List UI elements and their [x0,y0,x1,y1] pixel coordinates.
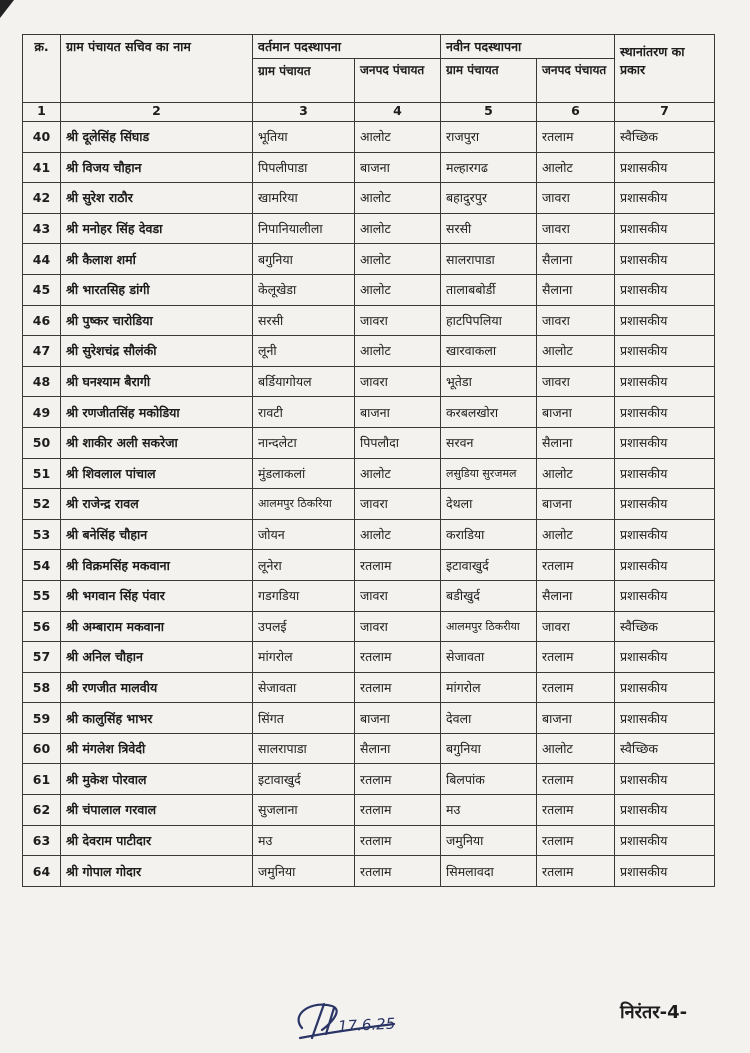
transfer-type-cell: प्रशासकीय [615,703,715,734]
new-gram-panchayat-cell: लसुडिया सुरजमल [441,458,537,489]
serial-cell: 59 [23,703,61,734]
table-row [23,703,715,734]
transfer-type-cell: प्रशासकीय [615,550,715,581]
current-gram-panchayat-cell: लूनी [253,336,355,367]
header-number-1: 1 [23,103,61,122]
new-gram-panchayat-cell: इटावाखुर्द [441,550,537,581]
current-gram-panchayat-cell: भूतिया [253,122,355,153]
serial-cell: 52 [23,489,61,520]
table-row [23,825,715,856]
header-new-posting: नवीन पदस्थापना [441,35,615,59]
transfer-type-cell: प्रशासकीय [615,489,715,520]
header-number-5: 5 [441,103,537,122]
header-number-4: 4 [355,103,441,122]
transfer-type-cell: प्रशासकीय [615,519,715,550]
new-janpad-panchayat-cell: बाजना [537,703,615,734]
serial-cell: 44 [23,244,61,275]
serial-cell: 42 [23,183,61,214]
new-janpad-panchayat-cell: रतलाम [537,642,615,673]
table-row [23,764,715,795]
current-janpad-panchayat-cell: पिपलौदा [355,427,441,458]
table-body [23,122,715,887]
transfer-type-cell: प्रशासकीय [615,795,715,826]
current-gram-panchayat-cell: गडगडिया [253,580,355,611]
transfer-type-cell: स्वैच्छिक [615,122,715,153]
secretary-name-cell: श्री कालुसिंह भाभर [61,703,253,734]
header-number-3: 3 [253,103,355,122]
current-gram-panchayat-cell: नान्दलेटा [253,427,355,458]
transfer-type-cell: प्रशासकीय [615,366,715,397]
table-row [23,183,715,214]
secretary-name-cell: श्री विजय चौहान [61,152,253,183]
new-janpad-panchayat-cell: बाजना [537,489,615,520]
new-gram-panchayat-cell: मांगरोल [441,672,537,703]
current-janpad-panchayat-cell: रतलाम [355,795,441,826]
secretary-name-cell: श्री अम्बाराम मकवाना [61,611,253,642]
new-gram-panchayat-cell: बिलपांक [441,764,537,795]
new-gram-panchayat-cell: सरसी [441,213,537,244]
table-row [23,550,715,581]
new-janpad-panchayat-cell: रतलाम [537,825,615,856]
current-gram-panchayat-cell: पिपलीपाडा [253,152,355,183]
current-janpad-panchayat-cell: बाजना [355,397,441,428]
secretary-name-cell: श्री राजेन्द्र रावल [61,489,253,520]
serial-cell: 53 [23,519,61,550]
transfer-type-cell: प्रशासकीय [615,152,715,183]
table-row [23,305,715,336]
table-row [23,519,715,550]
current-gram-panchayat-cell: जोयन [253,519,355,550]
secretary-name-cell: श्री मंगलेश त्रिवेदी [61,733,253,764]
secretary-name-cell: श्री गोपाल गोदार [61,856,253,887]
current-janpad-panchayat-cell: रतलाम [355,642,441,673]
current-janpad-panchayat-cell: रतलाम [355,856,441,887]
secretary-name-cell: श्री चंपालाल गरवाल [61,795,253,826]
current-gram-panchayat-cell: जमुनिया [253,856,355,887]
new-gram-panchayat-cell: सालरापाडा [441,244,537,275]
current-gram-panchayat-cell: सालरापाडा [253,733,355,764]
current-janpad-panchayat-cell: जावरा [355,366,441,397]
current-janpad-panchayat-cell: सैलाना [355,733,441,764]
table-row [23,795,715,826]
table-row [23,733,715,764]
current-gram-panchayat-cell: बर्डियागोयल [253,366,355,397]
header-current-posting: वर्तमान पदस्थापना [253,35,441,59]
header-number-6: 6 [537,103,615,122]
current-gram-panchayat-cell: बगुनिया [253,244,355,275]
serial-cell: 58 [23,672,61,703]
transfer-type-cell: प्रशासकीय [615,274,715,305]
current-gram-panchayat-cell: लूनेरा [253,550,355,581]
table-row [23,366,715,397]
current-gram-panchayat-cell: सुजलाना [253,795,355,826]
current-janpad-panchayat-cell: आलोट [355,122,441,153]
current-janpad-panchayat-cell: जावरा [355,305,441,336]
serial-cell: 57 [23,642,61,673]
new-gram-panchayat-cell: कराडिया [441,519,537,550]
new-gram-panchayat-cell: आलमपुर ठिकरीया [441,611,537,642]
header-transfer-type: स्थानांतरण का प्रकार [615,35,715,103]
serial-cell: 55 [23,580,61,611]
transfer-type-cell: प्रशासकीय [615,427,715,458]
new-janpad-panchayat-cell: सैलाना [537,580,615,611]
secretary-name-cell: श्री देवराम पाटीदार [61,825,253,856]
serial-cell: 60 [23,733,61,764]
table-row [23,336,715,367]
serial-cell: 45 [23,274,61,305]
new-gram-panchayat-cell: सरवन [441,427,537,458]
new-gram-panchayat-cell: हाटपिपलिया [441,305,537,336]
new-janpad-panchayat-cell: जावरा [537,183,615,214]
new-gram-panchayat-cell: देवला [441,703,537,734]
table-row [23,856,715,887]
table-row [23,489,715,520]
transfer-type-cell: प्रशासकीय [615,672,715,703]
secretary-name-cell: श्री बनेसिंह चौहान [61,519,253,550]
serial-cell: 41 [23,152,61,183]
new-janpad-panchayat-cell: आलोट [537,733,615,764]
new-gram-panchayat-cell: सिमलावदा [441,856,537,887]
secretary-name-cell: श्री मुकेश पोरवाल [61,764,253,795]
transfer-table [22,34,715,887]
secretary-name-cell: श्री घनश्याम बैरागी [61,366,253,397]
serial-cell: 47 [23,336,61,367]
new-janpad-panchayat-cell: आलोट [537,458,615,489]
current-gram-panchayat-cell: सेजावता [253,672,355,703]
serial-cell: 49 [23,397,61,428]
table-row [23,274,715,305]
new-gram-panchayat-cell: बहादुरपुर [441,183,537,214]
table-row [23,672,715,703]
current-janpad-panchayat-cell: रतलाम [355,550,441,581]
new-gram-panchayat-cell: सेजावता [441,642,537,673]
transfer-type-cell: प्रशासकीय [615,397,715,428]
new-janpad-panchayat-cell: आलोट [537,152,615,183]
serial-cell: 62 [23,795,61,826]
signature-date: 17.6.25 [337,1014,396,1036]
new-janpad-panchayat-cell: आलोट [537,336,615,367]
new-janpad-panchayat-cell: सैलाना [537,244,615,275]
secretary-name-cell: श्री शिवलाल पांचाल [61,458,253,489]
new-janpad-panchayat-cell: सैलाना [537,274,615,305]
serial-cell: 63 [23,825,61,856]
new-gram-panchayat-cell: देथला [441,489,537,520]
serial-cell: 56 [23,611,61,642]
new-gram-panchayat-cell: बगुनिया [441,733,537,764]
table-row [23,580,715,611]
table-row [23,213,715,244]
table-row [23,611,715,642]
current-gram-panchayat-cell: आलमपुर ठिकरिया [253,489,355,520]
header-current-janpad-panchayat: जनपद पंचायत [355,59,441,103]
transfer-type-cell: प्रशासकीय [615,213,715,244]
secretary-name-cell: श्री सुरेशचंद्र सौलंकी [61,336,253,367]
secretary-name-cell: श्री रणजीतसिंह मकोडिया [61,397,253,428]
new-janpad-panchayat-cell: रतलाम [537,856,615,887]
continued-label: निरंतर-4- [620,1002,688,1023]
current-janpad-panchayat-cell: आलोट [355,274,441,305]
new-gram-panchayat-cell: जमुनिया [441,825,537,856]
current-gram-panchayat-cell: निपानियालीला [253,213,355,244]
current-gram-panchayat-cell: खामरिया [253,183,355,214]
header-new-janpad-panchayat: जनपद पंचायत [537,59,615,103]
current-gram-panchayat-cell: इटावाखुर्द [253,764,355,795]
current-janpad-panchayat-cell: आलोट [355,213,441,244]
secretary-name-cell: श्री भारतसिह डांगी [61,274,253,305]
secretary-name-cell: श्री रणजीत मालवीय [61,672,253,703]
current-janpad-panchayat-cell: जावरा [355,611,441,642]
serial-cell: 46 [23,305,61,336]
new-janpad-panchayat-cell: रतलाम [537,672,615,703]
header-serial: क्र. [23,35,61,103]
header-current-gram-panchayat: ग्राम पंचायत [253,59,355,103]
new-gram-panchayat-cell: राजपुरा [441,122,537,153]
new-gram-panchayat-cell: मल्हारगढ [441,152,537,183]
new-janpad-panchayat-cell: जावरा [537,305,615,336]
current-janpad-panchayat-cell: रतलाम [355,764,441,795]
serial-cell: 40 [23,122,61,153]
secretary-name-cell: श्री भगवान सिंह पंवार [61,580,253,611]
new-janpad-panchayat-cell: जावरा [537,611,615,642]
new-gram-panchayat-cell: तालाबबोर्डी [441,274,537,305]
new-gram-panchayat-cell: बडीखुर्द [441,580,537,611]
current-janpad-panchayat-cell: बाजना [355,152,441,183]
current-janpad-panchayat-cell: आलोट [355,458,441,489]
current-gram-panchayat-cell: सरसी [253,305,355,336]
current-gram-panchayat-cell: केलूखेडा [253,274,355,305]
secretary-name-cell: श्री सुरेश राठौर [61,183,253,214]
current-janpad-panchayat-cell: आलोट [355,183,441,214]
transfer-type-cell: स्वैच्छिक [615,611,715,642]
serial-cell: 54 [23,550,61,581]
new-janpad-panchayat-cell: रतलाम [537,795,615,826]
serial-cell: 64 [23,856,61,887]
header-secretary-name: ग्राम पंचायत सचिव का नाम [61,35,253,103]
new-janpad-panchayat-cell: रतलाम [537,122,615,153]
corner-mark [0,0,14,18]
serial-cell: 43 [23,213,61,244]
secretary-name-cell: श्री दूलेसिंह सिंघाड [61,122,253,153]
new-janpad-panchayat-cell: सैलाना [537,427,615,458]
header-number-2: 2 [61,103,253,122]
new-janpad-panchayat-cell: आलोट [537,519,615,550]
current-janpad-panchayat-cell: जावरा [355,580,441,611]
header-new-gram-panchayat: ग्राम पंचायत [441,59,537,103]
secretary-name-cell: श्री अनिल चौहान [61,642,253,673]
new-janpad-panchayat-cell: रतलाम [537,764,615,795]
transfer-type-cell: प्रशासकीय [615,764,715,795]
secretary-name-cell: श्री मनोहर सिंह देवडा [61,213,253,244]
current-janpad-panchayat-cell: जावरा [355,489,441,520]
current-janpad-panchayat-cell: आलोट [355,519,441,550]
serial-cell: 61 [23,764,61,795]
current-janpad-panchayat-cell: आलोट [355,336,441,367]
secretary-name-cell: श्री पुष्कर चारोडिया [61,305,253,336]
current-janpad-panchayat-cell: रतलाम [355,825,441,856]
header-number-7: 7 [615,103,715,122]
table-row [23,152,715,183]
transfer-type-cell: प्रशासकीय [615,856,715,887]
table-row [23,458,715,489]
new-gram-panchayat-cell: खारवाकला [441,336,537,367]
table-row [23,244,715,275]
current-gram-panchayat-cell: मउ [253,825,355,856]
current-janpad-panchayat-cell: आलोट [355,244,441,275]
serial-cell: 51 [23,458,61,489]
current-gram-panchayat-cell: सिंगत [253,703,355,734]
current-janpad-panchayat-cell: रतलाम [355,672,441,703]
transfer-type-cell: प्रशासकीय [615,336,715,367]
new-janpad-panchayat-cell: बाजना [537,397,615,428]
serial-cell: 48 [23,366,61,397]
transfer-type-cell: स्वैच्छिक [615,733,715,764]
transfer-type-cell: प्रशासकीय [615,642,715,673]
current-gram-panchayat-cell: मांगरोल [253,642,355,673]
transfer-type-cell: प्रशासकीय [615,244,715,275]
secretary-name-cell: श्री विक्रमसिंह मकवाना [61,550,253,581]
new-janpad-panchayat-cell: जावरा [537,366,615,397]
secretary-name-cell: श्री शाकीर अली सकरेजा [61,427,253,458]
table-row [23,642,715,673]
table-row [23,397,715,428]
transfer-type-cell: प्रशासकीय [615,183,715,214]
new-janpad-panchayat-cell: जावरा [537,213,615,244]
new-gram-panchayat-cell: भूतेडा [441,366,537,397]
transfer-type-cell: प्रशासकीय [615,305,715,336]
current-gram-panchayat-cell: रावटी [253,397,355,428]
new-gram-panchayat-cell: करबलखोरा [441,397,537,428]
table-row [23,122,715,153]
transfer-type-cell: प्रशासकीय [615,580,715,611]
current-gram-panchayat-cell: उपलई [253,611,355,642]
transfer-type-cell: प्रशासकीय [615,458,715,489]
current-gram-panchayat-cell: मुंडलाकलां [253,458,355,489]
new-janpad-panchayat-cell: रतलाम [537,550,615,581]
table-row [23,427,715,458]
current-janpad-panchayat-cell: बाजना [355,703,441,734]
secretary-name-cell: श्री कैलाश शर्मा [61,244,253,275]
transfer-type-cell: प्रशासकीय [615,825,715,856]
serial-cell: 50 [23,427,61,458]
new-gram-panchayat-cell: मउ [441,795,537,826]
